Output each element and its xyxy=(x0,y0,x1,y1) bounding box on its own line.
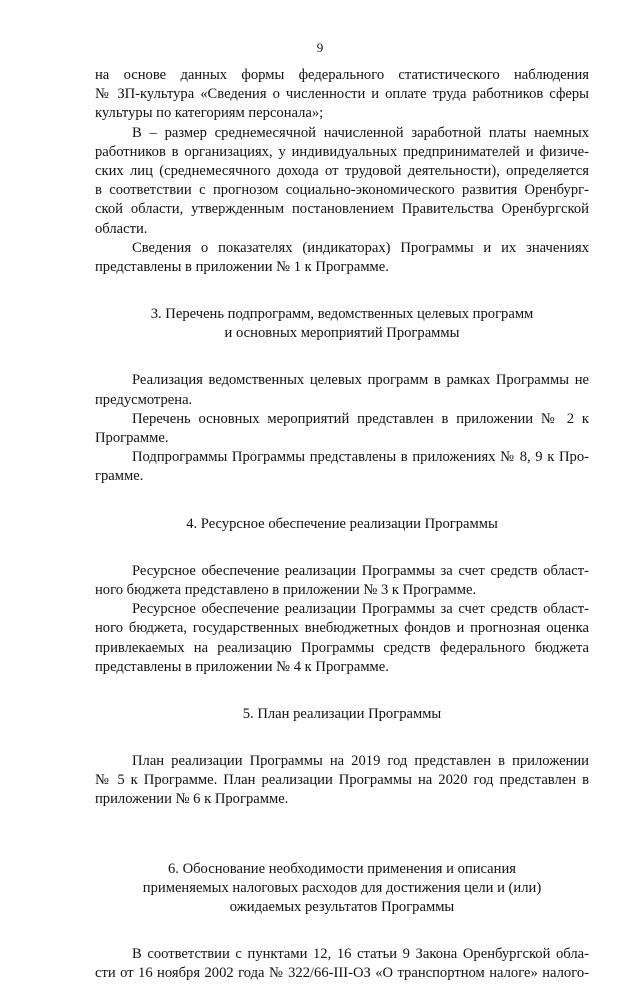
text-line: Реализация ведомственных целевых программ в рамках Программы не xyxy=(132,372,589,389)
section-heading-4: 4. Ресурсное обеспечение реализации Программы xyxy=(186,515,498,532)
text-line: на основе данных формы федерального статистического наблюдения xyxy=(95,67,589,83)
text-line: В соответствии с пунктами 12, 16 статьи 9 Закона Оренбургской обла- xyxy=(132,946,589,963)
text-line: Ресурсное обеспечение реализации Программы за счет средств област- xyxy=(132,562,589,579)
text-line: сти от 16 ноября 2002 года № 322/66-III-ОЗ «О транспортном налоге» налого- xyxy=(95,965,589,982)
section-heading-3-cont: и основных мероприятий Программы xyxy=(224,325,460,342)
text-line: ного бюджета, государственных внебюджетных фондов и прогнозная оценка xyxy=(95,620,589,637)
text-line: в соответствии с прогнозом социально-экономического развития Оренбург- xyxy=(95,182,589,199)
text-line: представлены в приложении № 4 к Программе. xyxy=(95,658,389,675)
text-line: План реализации Программы на 2019 год представлен в приложении xyxy=(132,753,589,770)
text-line: Ресурсное обеспечение реализации Программы за счет средств област- xyxy=(132,601,589,618)
text-line: Программе. xyxy=(95,430,169,446)
text-line: грамме. xyxy=(95,468,144,485)
text-line: привлекаемых на реализацию Программы средств федерального бюджета xyxy=(95,639,589,656)
page-body xyxy=(95,66,589,984)
page-number: 9 xyxy=(316,40,324,55)
text-line: № ЗП-культура «Сведения о численности и оплате труда работников сферы xyxy=(95,86,589,103)
text-line: Сведения о показателях (индикаторах) Программы и их значениях xyxy=(132,239,589,256)
section-heading-3: 3. Перечень подпрограмм, ведомственных целевых программ xyxy=(150,306,534,323)
text-line: культуры по категориям персонала»; xyxy=(95,105,324,122)
text-line: № 5 к Программе. План реализации Программы на 2020 год представлен в xyxy=(95,772,589,789)
section-heading-6-cont: применяемых налоговых расходов для достижения цели и (или) xyxy=(142,879,542,896)
text-line: ного бюджета представлено в приложении № 3 к Программе. xyxy=(95,581,477,598)
text-line: представлены в приложении № 1 к Программе. xyxy=(95,258,389,275)
section-heading-5: 5. План реализации Программы xyxy=(242,705,442,722)
text-line: Подпрограммы Программы представлены в приложениях № 8, 9 к Про- xyxy=(132,449,589,466)
text-line: В – размер среднемесячной начисленной заработной платы наемных xyxy=(132,124,589,141)
text-line: работников в организациях, у индивидуальных предпринимателей и физиче- xyxy=(95,143,589,160)
section-heading-6-cont: ожидаемых результатов Программы xyxy=(229,899,455,915)
text-line: Перечень основных мероприятий представлен в приложении № 2 к xyxy=(132,410,589,427)
text-line: ской области, утвержденным постановлением Правительства Оренбургской xyxy=(95,201,589,218)
text-line: области. xyxy=(95,220,148,237)
section-heading-6: 6. Обоснование необходимости применения и описания xyxy=(168,860,516,877)
text-line: приложении № 6 к Программе. xyxy=(95,791,289,808)
text-line: ских лиц (среднемесячного дохода от трудовой деятельности), определяется xyxy=(95,162,589,179)
text-line: предусмотрена. xyxy=(95,391,193,408)
